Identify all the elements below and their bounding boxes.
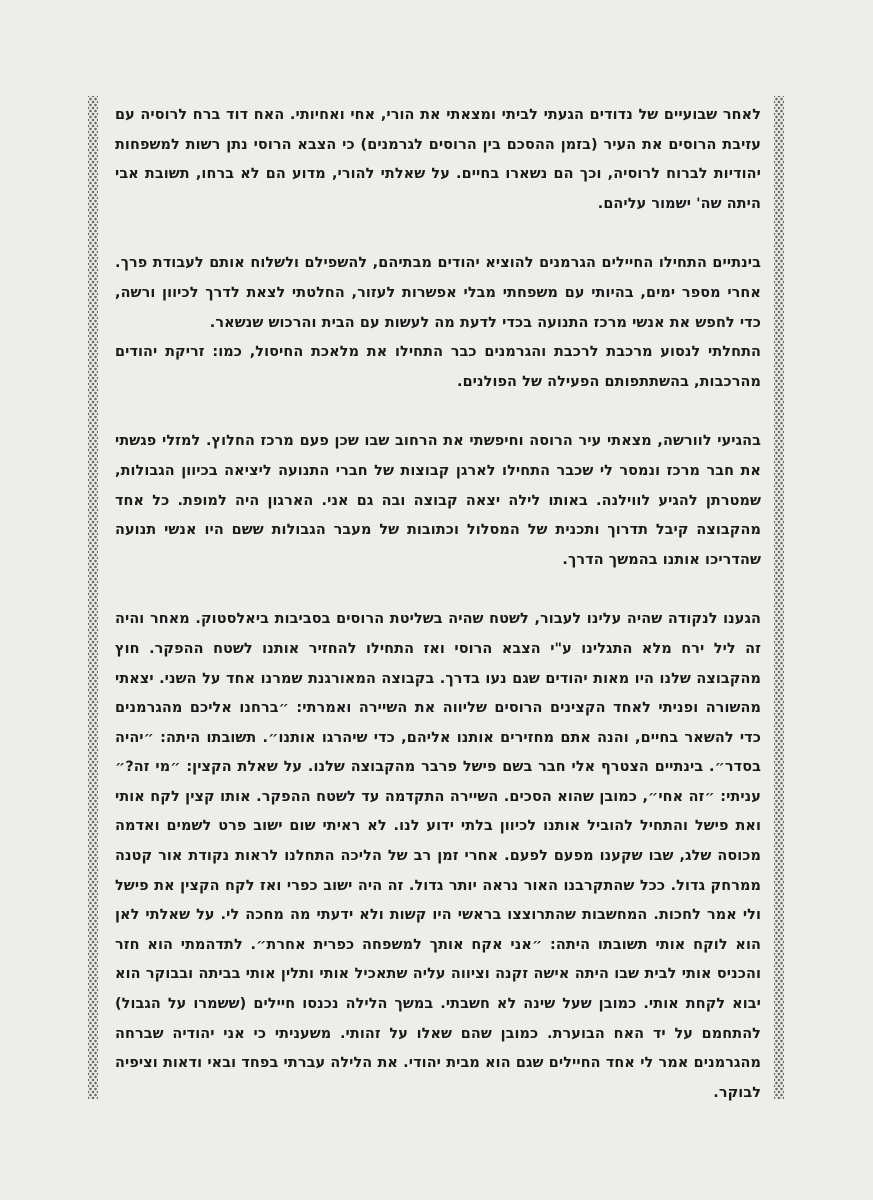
paragraph-5: הגענו לנקודה שהיה עלינו לעבור, לשטח שהיה בשליטת הרוסים בסביבות ביאלסטוק. מאחר והיה זה ליל ירח מלא התגלינו ע"י הצבא הרוסי ואז התחילו להחזיר אותנו לשטח ההפקר. חוץ מהקבוצה שלנו היו מאות יהודים שגם נעו בדרך. בקבוצה המאורגנת שמרנו אחד על השני. יצאתי מהשורה ופניתי לאחד הקצינים הרוסים שליווה את השיירה ואמרתי: ״ברחנו אליכם מהגרמנים כדי להשאר בחיים, והנה אתם מחזירים אותנו אליהם, כדי שיהרגו אותנו״. תשובתו היתה: ״יהיה בסדר״. בינתיים הצטרף אלי חבר בשם פישל פרבר מהקבוצה שלנו. על שאלת הקצין: ״מי זה?״ עניתי: ״זה אחי״, כמובן שהוא הסכים. השיירה התקדמה עד לשטח ההפקר. אותו קצין לקח אותי ואת פישל והתחיל להוביל אותנו לכיוון בלתי ידוע לנו. לא ראיתי שום ישוב פרט לשמים ואדמה מכוסה שלג, שבו שקענו מפעם לפעם. אחרי זמן רב של הליכה התחלנו לראות נקודת אור קטנה ממרחק גדול. ככל שהתקרבנו האור נראה יותר גדול. זה היה ישוב כפרי ואז לקח הקצין את פישל ולי אמר לחכות. המחשבות שהתרוצצו בראשי היו קשות ולא ידעתי מה מחכה לי. על שאלתי לאן הוא לוקח אותי תשובתו היתה: ״אני אקח אותך למשפחה כפרית אחרת״. לתדהמתי הוא חזר והכניס אותי לבית שבו היתה אישה זקנה וציווה עליה שתאכיל אותי ותלין אותי בביתה ובבוקר הוא יבוא לקחת אותי. כמובן שעל שינה לא חשבתי. במשך הלילה נכנסו חיילים (ששמרו על הגבול) להתחמם על יד האח הבוערת. כמובן שהם שאלו על זהותי. משעניתי כי אני יהודיה שברחה מהגרמנים אמר לי אחד החיילים שגם הוא מבית יהודי. את הלילה עברתי בפחד ובאי ודאות וציפיה לבוקר. (115, 611, 761, 1101)
decorative-dotted-border-left (88, 96, 98, 1099)
paragraph-4: בהגיעי לוורשה, מצאתי עיר הרוסה וחיפשתי את הרחוב שבו שכן פעם מרכז החלוץ. למזלי פגשתי את חבר מרכז ונמסר לי שכבר התחילו לארגן קבוצות של חברי התנועה ליציאה בכיוון הגבולות, שמטרתן להגיע לווילנה. באותו לילה יצאה קבוצה ובה גם אני. הארגון היה למופת. כל אחד מהקבוצה קיבל תדרוך ותכנית של המסלול וכתובות של מעבר הגבולות ששם היו אנשי תנועה שהדריכו אותנו בהמשך הדרך. (115, 433, 761, 568)
paragraph-3: התחלתי לנסוע מרכבת לרכבת והגרמנים כבר התחילו את מלאכת החיסול, כמו: זריקת יהודים מהרכבות, בהשתתפותם הפעילה של הפולנים. (115, 344, 761, 390)
paragraph-2: בינתיים התחילו החיילים הגרמנים להוציא יהודים מבתיהם, להשפילם ולשלוח אותם לעבודת פרך. אחרי מספר ימים, בהיותי עם משפחתי מבלי אפשרות לעזור, החלטתי לצאת לדרך לכיוון ורשה, כדי לחפש את אנשי מרכז התנועה בכדי לדעת מה לעשות עם הבית והרכוש שנשאר. (115, 255, 761, 331)
paragraph-gap (115, 575, 761, 605)
decorative-dotted-border-right (774, 96, 784, 1099)
paragraph-gap (115, 219, 761, 249)
memoir-text-body (115, 101, 761, 1101)
paragraph-1: לאחר שבועיים של נדודים הגעתי לביתי ומצאתי את הורי, אחי ואחיותי. האח דוד ברח לרוסיה עם עזיבת הרוסים את העיר (בזמן ההסכם בין הרוסים לגרמנים) כי הצבא הרוסי נתן רשות למשפחות יהודיות לברוח לרוסיה, וכך הם נשארו בחיים. על שאלתי להורי, מדוע הם לא ברחו, תשובת אבי היתה שה' ישמור עליהם. (115, 107, 761, 212)
paragraph-gap (115, 397, 761, 427)
